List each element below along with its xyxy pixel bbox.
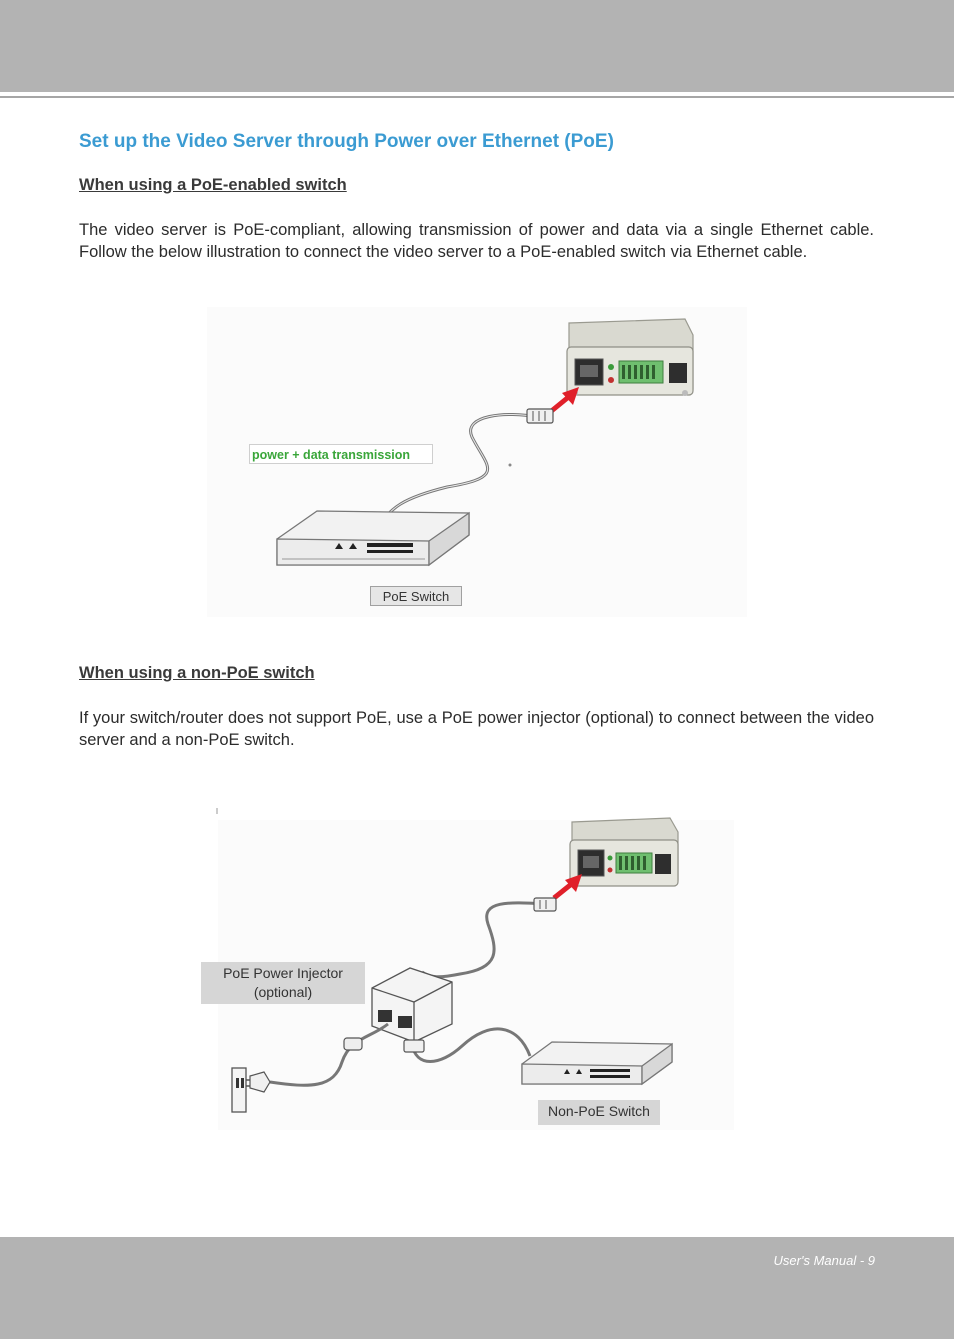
rj45-plug-icon xyxy=(527,409,553,423)
poe-switch-paragraph: The video server is PoE-compliant, allowing transmission of power and data via a single Ethernet cable. Follow the below illustration to connect the video server to a PoE-enabled switch via Ethernet cable. xyxy=(79,221,874,261)
header-band xyxy=(0,0,954,92)
non-poe-switch-device xyxy=(522,1042,672,1084)
poe-injector-label-line2: (optional) xyxy=(253,984,313,1000)
non-poe-switch-heading: When using a non-PoE switch xyxy=(79,664,315,682)
non-poe-switch-label: Non-PoE Switch xyxy=(538,1100,660,1125)
poe-injector-label-line1: PoE Power Injector xyxy=(223,965,343,981)
non-poe-switch-paragraph: If your switch/router does not support PoE, use a PoE power injector (optional) to connect between the video server and a non-PoE switch. xyxy=(79,709,874,749)
power-connector-icon xyxy=(344,1038,362,1050)
header-rule xyxy=(0,96,954,98)
poe-switch-heading: When using a PoE-enabled switch xyxy=(79,176,347,194)
poe-switch-device xyxy=(277,511,469,565)
page-number: User's Manual - 9 xyxy=(773,1253,875,1268)
rj45-plug-icon xyxy=(534,898,556,911)
video-server-device xyxy=(570,818,678,886)
poe-injector-label xyxy=(201,962,365,1004)
rj45-plug-icon xyxy=(404,1040,424,1052)
poe-switch-figure xyxy=(207,307,747,617)
non-poe-switch-figure xyxy=(200,806,740,1136)
video-server-device xyxy=(567,319,693,396)
cable-label: power + data transmission xyxy=(249,444,433,464)
section-title: Set up the Video Server through Power over Ethernet (PoE) xyxy=(79,131,614,152)
poe-switch-label: PoE Switch xyxy=(370,586,462,606)
